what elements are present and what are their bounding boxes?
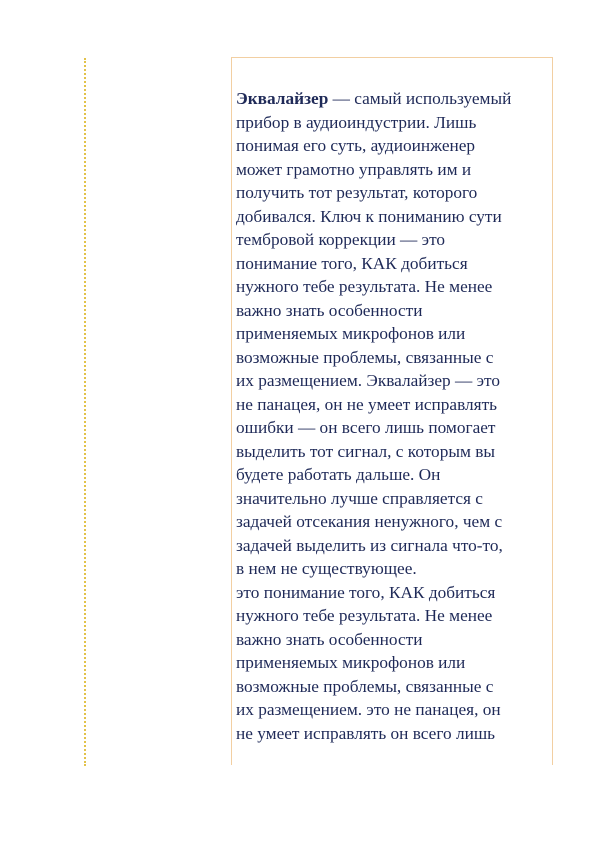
paragraph-2: это понимание того, КАК добиться нужного тебе результата. Не менее важно знать особенности применяемых микрофонов или возможные проблемы, связанные с их размещением. это не панацея, он не умеет исправлять он всего лишь — [236, 582, 501, 743]
text-block — [236, 87, 552, 745]
paragraph-1-text: — самый используемый прибор в аудиоиндустрии. Лишь понимая его суть, аудиоинженер может грамотно управлять им и получить тот результат, которого добивался. Ключ к пониманию сути тембровой коррекции — это понимание того, КАК добиться нужного тебе результата. Не менее важно знать особенности применяемых микрофонов или возможные проблемы, связанные с их размещением. Эквалайзер — это не панацея, он не умеет исправлять ошибки — он всего лишь помогает выделить тот сигнал, с которым вы будете работать дальше. Он значительно лучше справляется с задачей отсекания ненужного, чем с задачей выделить из сигнала что-то, в нем не существующее. — [236, 89, 512, 578]
term-heading: Эквалайзер — [236, 89, 329, 108]
margin-guide-line — [84, 58, 86, 766]
paragraph-1 — [236, 87, 552, 581]
